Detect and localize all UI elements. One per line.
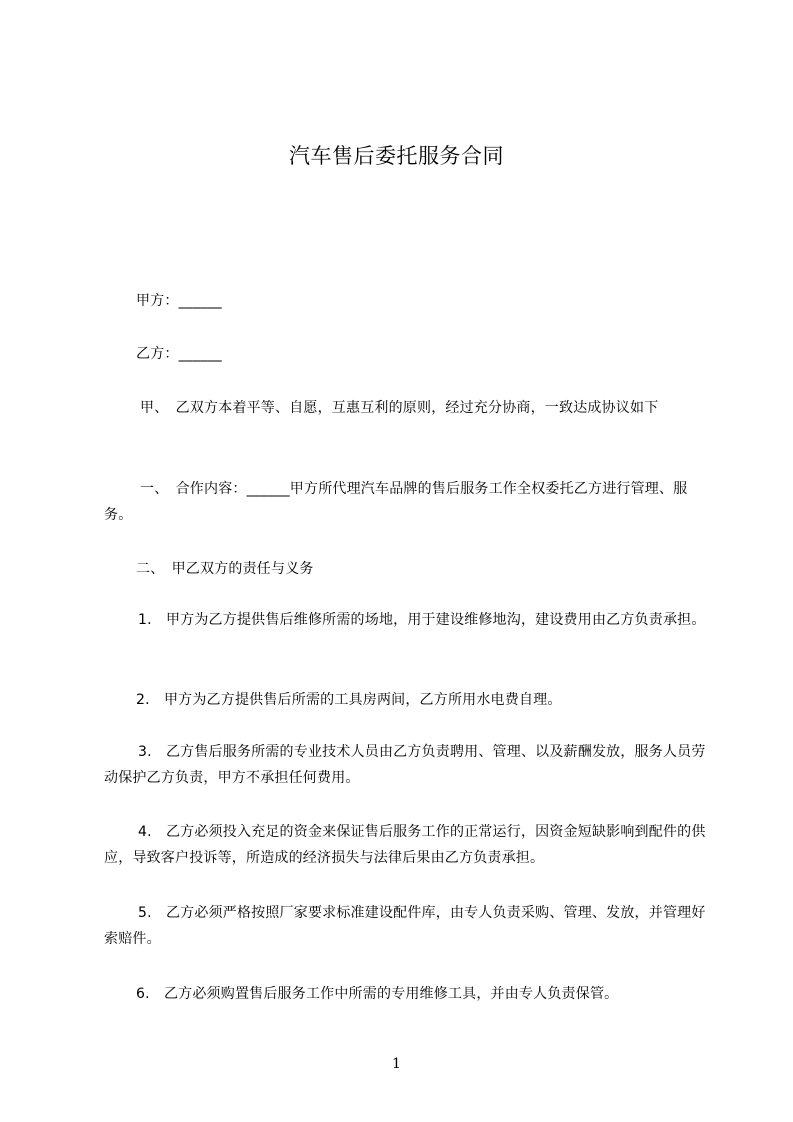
item-6-paragraph: 6. 乙方必须购置售后服务工作中所需的专用维修工具，并由专人负责保管。 bbox=[136, 986, 619, 1002]
intro-paragraph: 甲、 乙双方本着平等、自愿，互惠互利的原则，经过充分协商，一致达成协议如下 bbox=[140, 400, 659, 416]
party-a-line: 甲方：______ bbox=[136, 293, 222, 309]
item-1-paragraph: 1. 甲方为乙方提供售后维修所需的场地，用于建设维修地沟，建设费用由乙方负责承担。 bbox=[138, 612, 706, 628]
item-2-paragraph: 2. 甲方为乙方提供售后所需的工具房两间，乙方所用水电费自理。 bbox=[136, 692, 562, 708]
item-5-paragraph: 5. 乙方必须严格按照厂家要求标准建设配件库，由专人负责采购、管理、发放，并管理好索赔件。 bbox=[104, 905, 706, 947]
section-2-heading: 二、 甲乙双方的责任与义务 bbox=[136, 561, 314, 577]
document-title: 汽车售后委托服务合同 bbox=[289, 144, 504, 168]
item-3-paragraph: 3. 乙方售后服务所需的专业技术人员由乙方负责聘用、管理、以及薪酬发放，服务人员劳动保护乙方负责，甲方不承担任何费用。 bbox=[104, 744, 706, 786]
section-1-paragraph: 一、 合作内容：______甲方所代理汽车品牌的售后服务工作全权委托乙方进行管理、服务。 bbox=[104, 481, 688, 523]
page-number: 1 bbox=[392, 1056, 401, 1072]
party-b-line: 乙方：______ bbox=[136, 346, 222, 362]
item-4-paragraph: 4. 乙方必须投入充足的资金来保证售后服务工作的正常运行，因资金短缺影响到配件的供应，导致客户投诉等，所造成的经济损失与法律后果由乙方负责承担。 bbox=[104, 824, 706, 866]
